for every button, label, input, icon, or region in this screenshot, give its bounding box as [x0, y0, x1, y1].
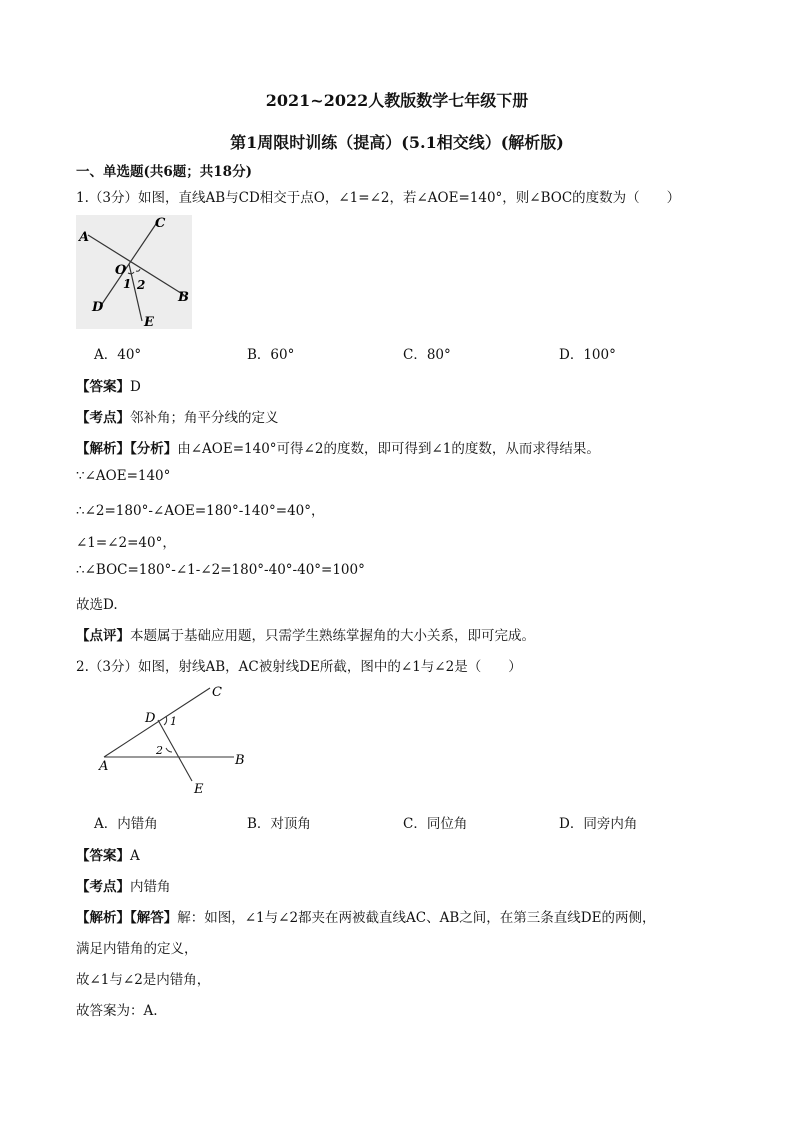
- q2-analysis-line4: 故答案为：A.: [76, 1003, 158, 1019]
- q1-option-d: D．100°: [559, 347, 616, 363]
- q1-answer: D: [130, 379, 141, 395]
- q1-label-1: 1: [123, 277, 132, 291]
- q2-stem: 2.（3分）如图，射线AB，AC被射线DE所截，图中的∠1与∠2是（ ）: [76, 659, 522, 675]
- q1-figure: [76, 215, 192, 329]
- q1-line-ab: [88, 235, 184, 295]
- q1-ray-oe: [129, 264, 142, 321]
- q1-option-b: B．60°: [247, 347, 295, 363]
- doc-title-line1: 2021~2022人教版数学七年级下册: [265, 91, 529, 110]
- q2-answer-row: [76, 844, 140, 864]
- q1-label-c: C: [155, 216, 166, 231]
- q2-label-a: A: [99, 759, 109, 774]
- q2-label-b: B: [235, 753, 245, 768]
- q1-step-1: ∵∠AOE=140°: [76, 468, 171, 484]
- q1-analysis-row: [76, 437, 600, 457]
- q1-label-a: A: [79, 230, 90, 245]
- q1-label-o: O: [115, 263, 127, 278]
- q1-angle-arc-2: [136, 269, 140, 271]
- q1-option-a: A．40°: [94, 347, 142, 363]
- q2-analysis-line1: 解：如图，∠1与∠2都夹在两被截直线AC、AB之间，在第三条直线DE的两侧，: [177, 910, 656, 926]
- section-heading: 一、单选题(共6题；共18分): [76, 164, 252, 180]
- q1-analysis-intro: 由∠AOE=140°可得∠2的度数，即可得到∠1的度数，从而求得结果。: [177, 441, 600, 457]
- q2-option-c: C．同位角: [403, 816, 468, 832]
- q1-step-3: ∠1=∠2=40°，: [76, 535, 176, 551]
- q1-comment-tag: 【点评】: [76, 628, 130, 644]
- q1-comment-row: [76, 624, 535, 644]
- q1-option-c: C．80°: [403, 347, 451, 363]
- q2-label-c: C: [212, 685, 222, 700]
- q2-analysis-row: [76, 906, 655, 926]
- q2-option-a: A．内错角: [94, 816, 158, 832]
- q1-step-5: 故选D.: [76, 597, 118, 613]
- q2-ray-de: [158, 720, 192, 781]
- q1-stem: 1.（3分）如图，直线AB与CD相交于点O，∠1=∠2，若∠AOE=140°，则∠BOC的度数为（ ）: [76, 190, 681, 206]
- q2-angle-arc-2: [166, 748, 172, 752]
- q2-label-1: 1: [170, 715, 177, 728]
- q1-answer-row: [76, 375, 141, 395]
- q1-label-d: D: [92, 300, 104, 315]
- q2-analysis-line2: 满足内错角的定义，: [76, 941, 198, 957]
- q2-option-b: B．对顶角: [247, 816, 311, 832]
- q2-answer-tag: 【答案】: [76, 848, 130, 864]
- q2-point-row: [76, 875, 171, 895]
- q1-label-e: E: [144, 315, 154, 329]
- q1-point: 邻补角；角平分线的定义: [130, 410, 279, 426]
- q1-step-4: ∴∠BOC=180°-∠1-∠2=180°-40°-40°=100°: [76, 562, 365, 578]
- q1-point-tag: 【考点】: [76, 410, 130, 426]
- q2-label-2: 2: [156, 744, 163, 757]
- q2-analysis-tag: 【解析】【解答】: [76, 910, 178, 926]
- q2-point-tag: 【考点】: [76, 879, 130, 895]
- q2-label-d: D: [145, 711, 156, 726]
- q1-comment: 本题属于基础应用题，只需学生熟练掌握角的大小关系，即可完成。: [130, 628, 535, 644]
- q2-point: 内错角: [130, 879, 171, 895]
- q1-answer-tag: 【答案】: [76, 379, 130, 395]
- q1-step-2: ∴∠2=180°-∠AOE=180°-140°=40°，: [76, 503, 325, 519]
- q2-analysis-line3: 故∠1与∠2是内错角，: [76, 972, 211, 988]
- doc-title-line2: 第1周限时训练（提高）(5.1相交线）(解析版): [230, 133, 564, 152]
- q1-point-row: [76, 406, 279, 426]
- q1-label-b: B: [178, 290, 189, 305]
- q2-figure: [96, 680, 256, 798]
- q2-label-e: E: [194, 782, 204, 797]
- q2-answer: A: [130, 848, 140, 864]
- q2-option-d: D．同旁内角: [559, 816, 638, 832]
- q1-label-2: 2: [137, 278, 146, 292]
- q1-analysis-tag: 【解析】【分析】: [76, 441, 178, 457]
